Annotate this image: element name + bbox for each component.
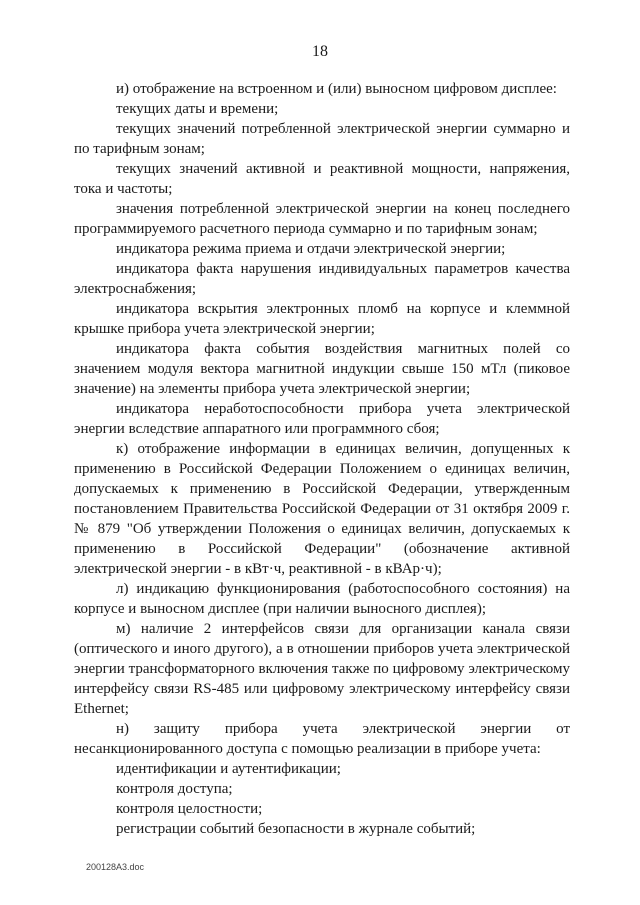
paragraph-item-l: л) индикацию функционирования (работоспособного состояния) на корпусе и выносном дисплее (при наличии выносного дисплея); xyxy=(74,581,570,617)
paragraph-item-m: м) наличие 2 интерфейсов связи для организации канала связи (оптического и иного другого), а в отношении приборов учета электрической энергии трансформаторного включения также по цифровому электрическому интерфейсу связи RS-485 или цифровому электрическому интерфейсу связи Ethernet; xyxy=(74,621,570,717)
paragraph-access-control: контроля доступа; xyxy=(116,781,233,797)
paragraph-identification: идентификации и аутентификации; xyxy=(116,761,341,777)
paragraph-current-energy: текущих значений потребленной электрической энергии суммарно и по тарифным зонам; xyxy=(74,121,570,157)
paragraph-quality-indicator: индикатора факта нарушения индивидуальных параметров качества электроснабжения; xyxy=(74,261,570,297)
paragraph-energy-end-period: значения потребленной электрической энергии на конец последнего программируемого расчетного периода суммарно и по тарифным зонам; xyxy=(74,201,570,237)
page-number: 18 xyxy=(312,43,328,60)
footer-file-id: 200128А3.doc xyxy=(86,862,145,872)
paragraph-item-k: к) отображение информации в единицах величин, допущенных к применению в Российской Федерации Положением о единицах величин, допускаемых к применению в Российской Федерации, утвержденным постановлением Правительства Российской Федерации от 31 октября 2009 г. № 879 "Об утверждении Положения о единицах величин, допускаемых к применению в Российской Федерации" (обозначение активной электрической энергии - в кВт·ч, реактивной - в кВАр·ч); xyxy=(74,441,570,577)
paragraph-magnetic-indicator: индикатора факта события воздействия магнитных полей со значением модуля вектора магнитной индукции свыше 150 мТл (пиковое значение) на элементы прибора учета электрической энергии; xyxy=(74,341,570,397)
paragraph-integrity-control: контроля целостности; xyxy=(116,801,263,817)
paragraph-mode-indicator: индикатора режима приема и отдачи электрической энергии; xyxy=(116,241,506,257)
paragraph-item-i: и) отображение на встроенном и (или) выносном цифровом дисплее: xyxy=(116,81,557,97)
document-body xyxy=(74,79,570,839)
paragraph-current-power: текущих значений активной и реактивной мощности, напряжения, тока и частоты; xyxy=(74,161,570,197)
paragraph-current-datetime: текущих даты и времени; xyxy=(116,101,279,117)
paragraph-failure-indicator: индикатора неработоспособности прибора учета электрической энергии вследствие аппаратного или программного сбоя; xyxy=(74,401,570,437)
paragraph-item-n: н) защиту прибора учета электрической энергии от несанкционированного доступа с помощью реализации в приборе учета: xyxy=(74,721,570,757)
paragraph-seal-indicator: индикатора вскрытия электронных пломб на корпусе и клеммной крышке прибора учета электрической энергии; xyxy=(74,301,570,337)
paragraph-event-log: регистрации событий безопасности в журнале событий; xyxy=(116,821,476,837)
